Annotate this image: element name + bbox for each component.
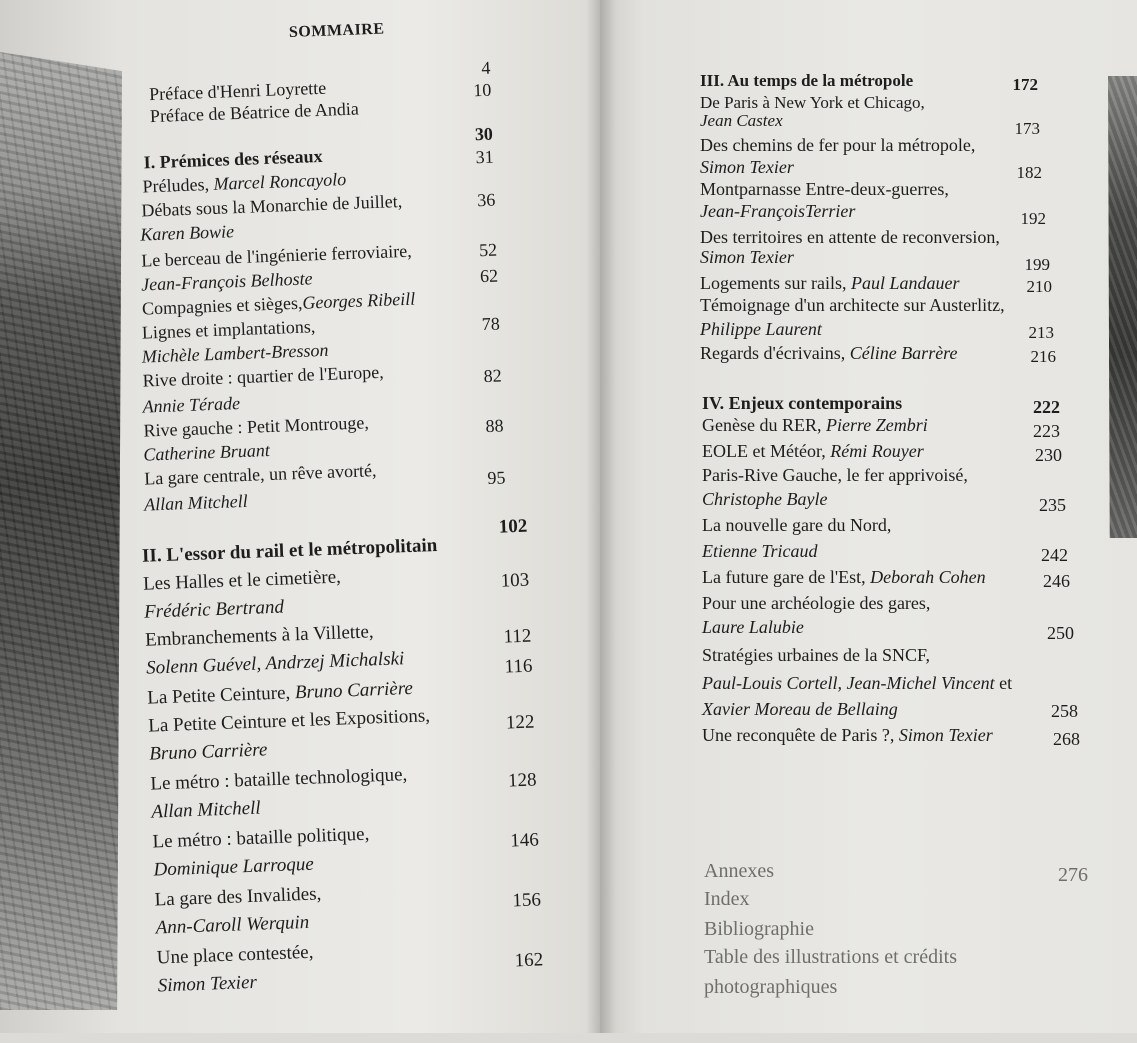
toc-entry-text: Regards d'écrivains, Céline Barrère (700, 343, 958, 363)
toc-entry-page: 213 (1028, 323, 1054, 342)
toc-entry-author: Karen Bowie (139, 221, 235, 245)
toc-entry-page: 128 (507, 769, 537, 792)
toc-entry-author: Allan Mitchell (143, 490, 248, 515)
toc-entry-page: 268 (1053, 729, 1080, 749)
toc-entry-page: 223 (1033, 421, 1060, 441)
section-4-title: IV. Enjeux contemporains (702, 393, 903, 413)
toc-entry-page: 62 (479, 265, 499, 287)
toc-entry-text: Le métro : bataille technologique, (150, 764, 408, 795)
toc-entry-page: 122 (505, 711, 535, 734)
toc-entry-author: Allan Mitchell (151, 797, 262, 823)
annex-item: Annexes (704, 860, 774, 882)
toc-entry-text: Embranchements à la Villette, (144, 621, 374, 651)
preface-2-page: 10 (472, 79, 492, 101)
toc-entry-author: Simon Texier (700, 157, 794, 177)
toc-entry-text: Le berceau de l'ingénierie ferroviaire, (140, 240, 413, 271)
toc-entry-author: Philippe Laurent (700, 319, 822, 339)
toc-entry-text: La nouvelle gare du Nord, (702, 515, 892, 535)
toc-entry-author: Paul-Louis Cortell, Jean-Michel Vincent et (702, 673, 1013, 693)
toc-entry-author: Xavier Moreau de Bellaing (702, 699, 898, 719)
toc-entry-text: Une place contestée, (156, 941, 314, 969)
toc-entry-text: La gare des Invalides, (154, 883, 322, 911)
toc-entry-page: 258 (1051, 701, 1078, 721)
toc-entry-page: 82 (483, 365, 503, 387)
annex-item: photographiques (704, 976, 838, 998)
section-2-page: 102 (498, 515, 528, 538)
toc-entry-author: Catherine Bruant (142, 440, 271, 465)
toc-entry-text: Témoignage d'un architecte sur Austerlitz, (700, 295, 1005, 315)
toc-entry-page: 156 (512, 889, 542, 912)
preface-1-text: Préface d'Henri Loyrette (148, 77, 327, 105)
toc-entry-text: La future gare de l'Est, Deborah Cohen (702, 567, 986, 587)
toc-entry-text: Genèse du RER, Pierre Zembri (702, 415, 928, 435)
toc-entry-author: Etienne Tricaud (702, 541, 818, 561)
toc-entry-page: 36 (476, 189, 496, 211)
toc-entry-author: Ann-Caroll Werquin (155, 911, 310, 939)
toc-entry-author: Simon Texier (157, 971, 258, 997)
toc-entry-page: 230 (1035, 445, 1062, 465)
toc-entry-page: 210 (1026, 277, 1052, 296)
toc-entry-author: Dominique Larroque (153, 853, 315, 881)
section-4-page: 222 (1033, 397, 1060, 417)
toc-entry-page: 31 (475, 146, 495, 168)
annex-page: 276 (1058, 864, 1088, 886)
toc-entry-text: Logements sur rails, Paul Landauer (700, 273, 960, 293)
section-3-page: 172 (1012, 75, 1038, 94)
toc-entry-author: Simon Texier (700, 247, 794, 267)
toc-entry-text: Rive droite : quartier de l'Europe, (142, 361, 385, 391)
toc-entry-text: Des chemins de fer pour la métropole, (700, 135, 976, 155)
toc-entry-page: 116 (504, 655, 533, 678)
toc-entry-text: La gare centrale, un rêve avorté, (143, 460, 377, 489)
toc-entry-page: 199 (1024, 255, 1050, 274)
toc-entry-text: EOLE et Météor, Rémi Rouyer (702, 441, 924, 461)
toc-entry-page: 146 (509, 829, 540, 852)
annex-item: Table des illustrations et crédits (704, 946, 957, 968)
annex-item: Index (704, 888, 750, 910)
page-title: SOMMAIRE (288, 20, 385, 42)
toc-entry-page: 246 (1043, 571, 1070, 591)
toc-entry-text: De Paris à New York et Chicago, (700, 93, 925, 112)
toc-entry-author: Michèle Lambert-Bresson (141, 339, 329, 367)
toc-entry-page: 235 (1039, 495, 1066, 515)
section-3-title: III. Au temps de la métropole (700, 71, 914, 90)
preface-1-page: 4 (481, 57, 491, 78)
toc-entry-text: Préludes, Marcel Roncayolo (142, 169, 347, 197)
toc-entry-author: Jean Castex (700, 111, 783, 130)
toc-entry-text: Stratégies urbaines de la SNCF, (702, 645, 931, 665)
toc-entry-text: Rive gauche : Petit Montrouge, (143, 412, 370, 441)
toc-entry-author: Frédéric Bertrand (143, 596, 285, 623)
toc-entry-page: 112 (503, 625, 532, 648)
toc-entry-page: 78 (481, 313, 501, 335)
toc-entry-text: Débats sous la Monarchie de Juillet, (141, 190, 403, 221)
toc-entry-text: Pour une archéologie des gares, (702, 593, 931, 613)
toc-entry-author: Jean-François Belhoste (140, 268, 313, 295)
toc-entry-page: 250 (1047, 623, 1074, 643)
toc-entry-page: 173 (1014, 119, 1040, 138)
section-1-page: 30 (474, 123, 494, 145)
toc-entry-text: Des territoires en attente de reconversion, (700, 227, 1000, 247)
toc-entry-text: La Petite Ceinture, Bruno Carrière (146, 677, 414, 709)
section-2-title: II. L'essor du rail et le métropolitain (141, 534, 438, 567)
toc-entry-author: Annie Térade (142, 393, 241, 417)
toc-entry-author: Christophe Bayle (702, 489, 828, 509)
toc-entry-author: Laure Lalubie (702, 617, 804, 637)
toc-entry-page: 103 (500, 569, 530, 592)
toc-entry-page: 162 (514, 949, 544, 972)
toc-entry-text: Le métro : bataille politique, (152, 823, 370, 853)
annex-item: Bibliographie (704, 918, 814, 940)
preface-2-text: Préface de Béatrice de Andia (149, 98, 360, 127)
toc-entry-page: 95 (487, 467, 506, 489)
section-1-title: I. Prémices des réseaux (143, 145, 323, 173)
toc-entry-text: Paris-Rive Gauche, le fer apprivoisé, (702, 465, 968, 485)
toc-entry-text: Les Halles et le cimetière, (142, 566, 342, 595)
toc-entry-page: 242 (1041, 545, 1068, 565)
toc-entry-text: Lignes et implantations, (141, 316, 316, 343)
toc-entry-page: 182 (1016, 163, 1042, 182)
toc-entry-text: La Petite Ceinture et les Expositions, (147, 705, 431, 737)
toc-entry-author: Solenn Guével, Andrzej Michalski (145, 648, 405, 679)
toc-entry-page: 88 (485, 415, 504, 437)
toc-entry-page: 216 (1030, 347, 1056, 366)
toc-entry-page: 192 (1020, 209, 1046, 228)
toc-entry-author: Jean-FrançoisTerrier (700, 201, 856, 221)
toc-entry-page: 52 (478, 239, 498, 261)
toc-entry-text: Une reconquête de Paris ?, Simon Texier (702, 725, 993, 745)
toc-entry-text: Compagnies et sièges,Georges Ribeill (141, 288, 416, 319)
toc-entry-text: Montparnasse Entre-deux-guerres, (700, 179, 949, 199)
toc-entry-author: Bruno Carrière (148, 739, 268, 765)
